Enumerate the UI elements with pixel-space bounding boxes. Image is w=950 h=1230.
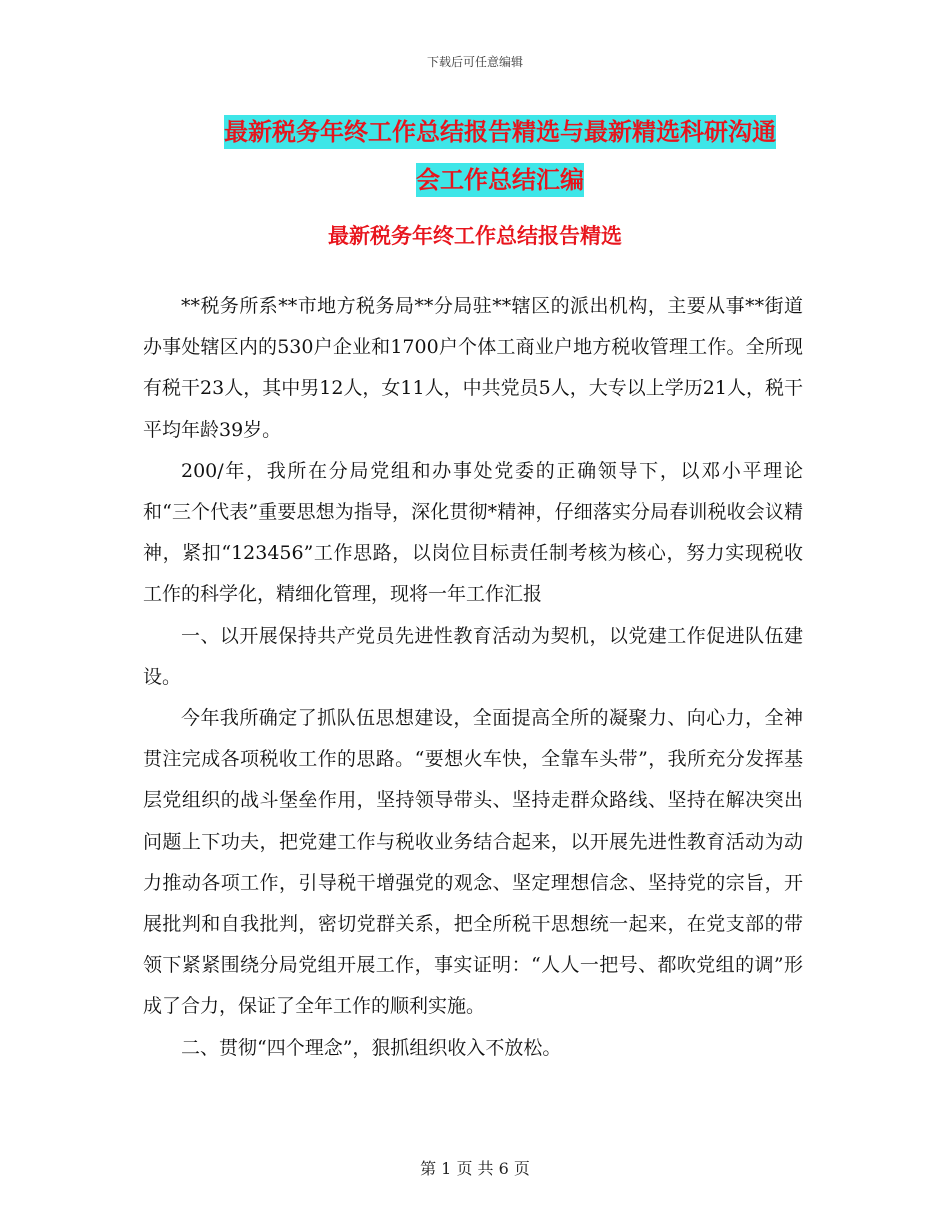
header-note: 下载后可任意编辑: [426, 55, 523, 69]
paragraph: **税务所系**市地方税务局**分局驻**辖区的派出机构，主要从事**街道办事处辖区内的530户企业和1700户个体工商业户地方税收管理工作。全所现有税干23人，其中男12人，女11人，中共党员5人，大专以上学历21人，税干平均年龄39岁。: [143, 295, 803, 441]
section-title: 最新税务年终工作总结报告精选: [328, 224, 622, 248]
document-title: [140, 108, 860, 204]
body-text: [143, 286, 803, 1069]
paragraph-heading: 一、以开展保持共产党员先进性教育活动为契机，以党建工作促进队伍建设。: [143, 624, 803, 688]
page-number-footer: 第 1 页 共 6 页: [420, 1159, 530, 1178]
document-title-line-2: 会工作总结汇编: [416, 163, 584, 197]
paragraph: 今年我所确定了抓队伍思想建设，全面提高全所的凝聚力、向心力，全神贯注完成各项税收工作的思路。“要想火车快，全靠车头带”，我所充分发挥基层党组织的战斗堡垒作用，坚持领导带头、坚持走群众路线、坚持在解决突出问题上下功夫，把党建工作与税收业务结合起来，以开展先进性教育活动为动力推动各项工作，引导税干增强党的观念、坚定理想信念、坚持党的宗旨，开展批判和自我批判，密切党群关系，把全所税干思想统一起来，在党支部的带领下紧紧围绕分局党组开展工作，事实证明：“人人一把号、都吹党组的调”形成了合力，保证了全年工作的顺利实施。: [143, 707, 803, 1018]
document-title-line-1: 最新税务年终工作总结报告精选与最新精选科研沟通: [224, 115, 776, 149]
paragraph-heading: 二、贯彻“四个理念”，狠抓组织收入不放松。: [181, 1036, 562, 1059]
paragraph: 200/年，我所在分局党组和办事处党委的正确领导下，以邓小平理论和“三个代表”重要思想为指导，深化贯彻*精神，仔细落实分局春训税收会议精神，紧扣“123456”工作思路，以岗位目标责任制考核为核心，努力实现税收工作的科学化，精细化管理，现将一年工作汇报: [143, 459, 803, 606]
